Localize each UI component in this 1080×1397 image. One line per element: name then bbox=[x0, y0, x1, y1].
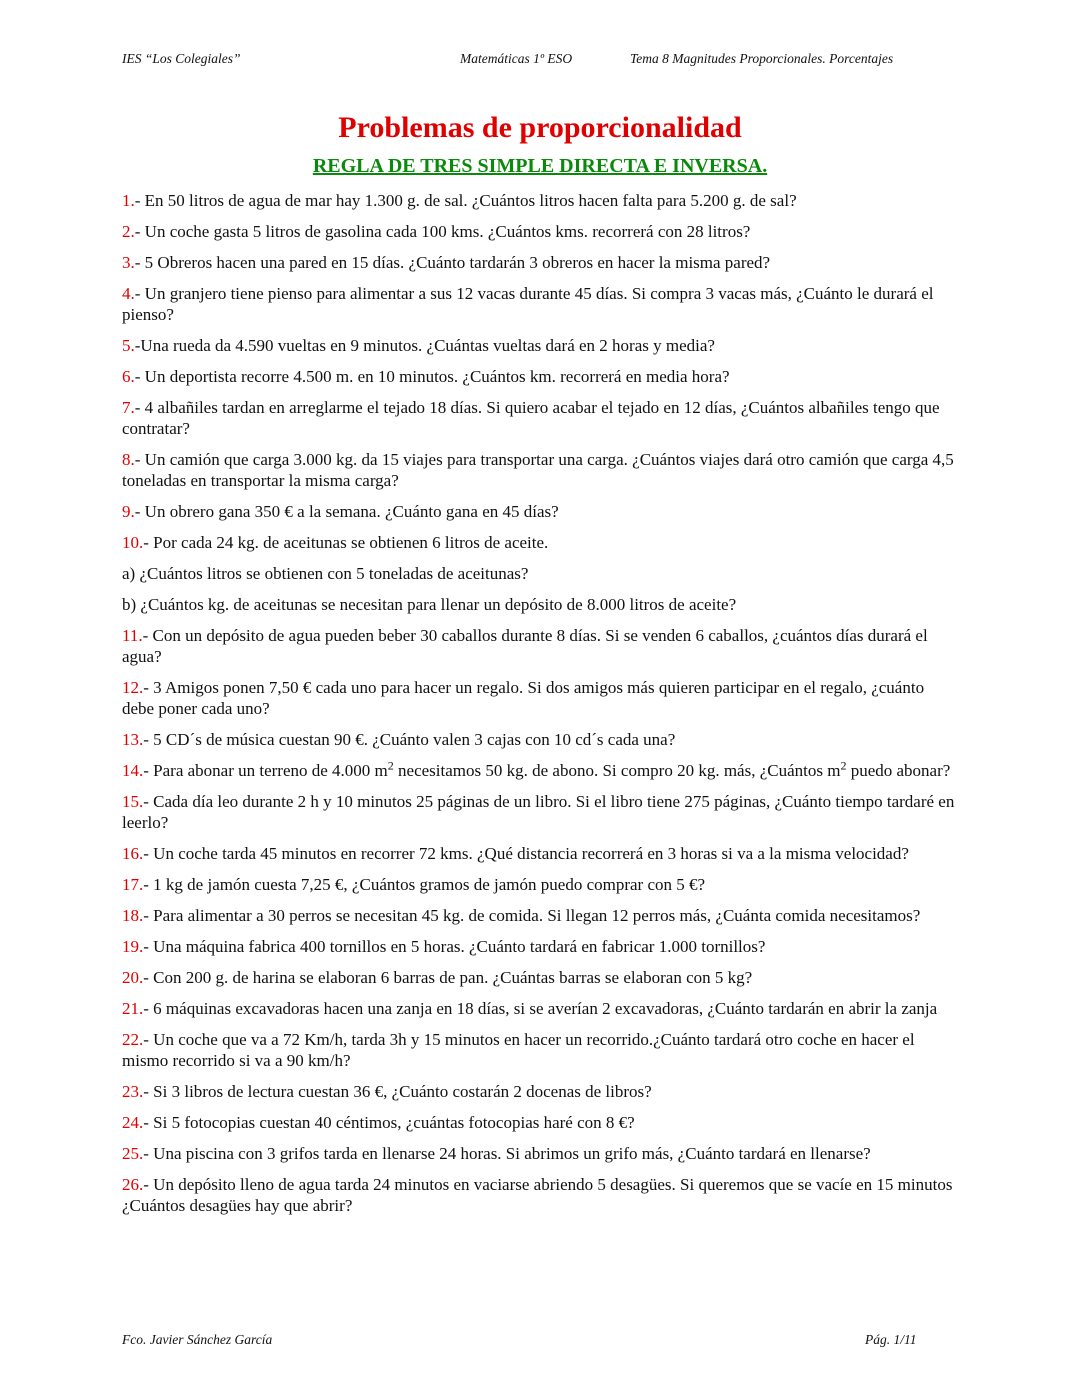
problem-item bbox=[122, 366, 960, 387]
problem-separator: - bbox=[143, 1144, 154, 1163]
problem-text: Un camión que carga 3.000 kg. da 15 viajes para transportar una carga. ¿Cuántos viajes dará otro camión que carga 4,5 toneladas en transportar la misma carga? bbox=[122, 450, 954, 490]
problem-text: puedo abonar? bbox=[846, 761, 951, 780]
problem-item bbox=[122, 760, 960, 781]
superscript: 2 bbox=[840, 758, 847, 773]
problem-item bbox=[122, 998, 960, 1019]
problem-text: Un obrero gana 350 € a la semana. ¿Cuánto gana en 45 días? bbox=[144, 502, 559, 521]
problem-number: 13. bbox=[122, 730, 144, 749]
problem-separator: - bbox=[143, 906, 154, 925]
problem-item bbox=[122, 1174, 960, 1216]
problem-number: 2. bbox=[122, 222, 135, 241]
problem-separator: - bbox=[143, 937, 154, 956]
problem-text: Un coche gasta 5 litros de gasolina cada 100 kms. ¿Cuántos kms. recorrerá con 28 litros? bbox=[144, 222, 751, 241]
problem-item bbox=[122, 501, 960, 522]
problem-number: 20. bbox=[122, 968, 144, 987]
problem-text: Un coche tarda 45 minutos en recorrer 72 kms. ¿Qué distancia recorrerá en 3 horas si va a la misma velocidad? bbox=[153, 844, 909, 863]
problem-text: Para abonar un terreno de 4.000 m bbox=[153, 761, 388, 780]
problem-item bbox=[122, 283, 960, 325]
problem-item bbox=[122, 936, 960, 957]
problem-number: 8. bbox=[122, 450, 135, 469]
problem-number: 21. bbox=[122, 999, 144, 1018]
problem-list bbox=[122, 190, 960, 1226]
problem-text: Un coche que va a 72 Km/h, tarda 3h y 15 minutos en hacer un recorrido.¿Cuánto tardará otro coche en hacer el mismo recorrido si va a 90 km/h? bbox=[122, 1030, 915, 1070]
problem-number: 18. bbox=[122, 906, 144, 925]
problem-text: b) ¿Cuántos kg. de aceitunas se necesitan para llenar un depósito de 8.000 litros de aceite? bbox=[122, 595, 737, 614]
problem-text: 6 máquinas excavadoras hacen una zanja en 18 días, si se averían 2 excavadoras, ¿Cuánto tardarán en abrir la zanja bbox=[153, 999, 938, 1018]
problem-item bbox=[122, 252, 960, 273]
problem-text: Si 3 libros de lectura cuestan 36 €, ¿Cuánto costarán 2 docenas de libros? bbox=[153, 1082, 652, 1101]
problem-separator: - bbox=[143, 533, 154, 552]
problem-text: Un deportista recorre 4.500 m. en 10 minutos. ¿Cuántos km. recorrerá en media hora? bbox=[144, 367, 730, 386]
problem-text: Para alimentar a 30 perros se necesitan 45 kg. de comida. Si llegan 12 perros más, ¿Cuánta comida necesitamos? bbox=[153, 906, 921, 925]
problem-separator: - bbox=[143, 678, 154, 697]
problem-number: 17. bbox=[122, 875, 144, 894]
problem-text: Una máquina fabrica 400 tornillos en 5 horas. ¿Cuánto tardará en fabricar 1.000 tornillos? bbox=[153, 937, 766, 956]
problem-number: 26. bbox=[122, 1175, 144, 1194]
problem-separator: - bbox=[143, 968, 154, 987]
problem-item bbox=[122, 905, 960, 926]
problem-number: 16. bbox=[122, 844, 144, 863]
problem-separator: - bbox=[134, 502, 145, 521]
problem-text: Cada día leo durante 2 h y 10 minutos 25 páginas de un libro. Si el libro tiene 275 páginas, ¿Cuánto tiempo tardaré en leerlo? bbox=[122, 792, 955, 832]
problem-number: 22. bbox=[122, 1030, 144, 1049]
problem-text: necesitamos 50 kg. de abono. Si compro 20 kg. más, ¿Cuántos m bbox=[393, 761, 841, 780]
footer-author: Fco. Javier Sánchez García bbox=[122, 1332, 273, 1347]
problem-text: Por cada 24 kg. de aceitunas se obtienen 6 litros de aceite. bbox=[153, 533, 549, 552]
problem-item bbox=[122, 1143, 960, 1164]
problem-item bbox=[122, 190, 960, 211]
problem-item bbox=[122, 677, 960, 719]
problem-number: 25. bbox=[122, 1144, 144, 1163]
problem-item bbox=[122, 967, 960, 988]
problem-number: 15. bbox=[122, 792, 144, 811]
problem-text: En 50 litros de agua de mar hay 1.300 g. de sal. ¿Cuántos litros hacen falta para 5.200 g. de sal? bbox=[144, 191, 797, 210]
header-course: Matemáticas 1º ESO bbox=[460, 51, 573, 66]
problem-separator: - bbox=[134, 191, 145, 210]
problem-text: 1 kg de jamón cuesta 7,25 €, ¿Cuántos gramos de jamón puedo comprar con 5 €? bbox=[153, 875, 706, 894]
superscript: 2 bbox=[387, 758, 394, 773]
problem-number: 9. bbox=[122, 502, 135, 521]
problem-number: 14. bbox=[122, 761, 144, 780]
problem-item bbox=[122, 221, 960, 242]
problem-separator: - bbox=[143, 1030, 154, 1049]
problem-number: 5. bbox=[122, 336, 135, 355]
problem-item bbox=[122, 594, 960, 615]
problem-text: 5 Obreros hacen una pared en 15 días. ¿Cuánto tardarán 3 obreros en hacer la misma pared? bbox=[144, 253, 771, 272]
footer-page-number: Pág. 1/11 bbox=[865, 1332, 917, 1347]
problem-number: 7. bbox=[122, 398, 135, 417]
problem-item bbox=[122, 625, 960, 667]
problem-separator: - bbox=[143, 1113, 154, 1132]
problem-text: 3 Amigos ponen 7,50 € cada uno para hacer un regalo. Si dos amigos más quieren participar en el regalo, ¿cuánto debe poner cada uno? bbox=[122, 678, 925, 718]
problem-separator: - bbox=[134, 284, 145, 303]
problem-item bbox=[122, 1081, 960, 1102]
problem-text: Con un depósito de agua pueden beber 30 caballos durante 8 días. Si se venden 6 caballos, ¿cuántos días durará el agua? bbox=[122, 626, 928, 666]
problem-item bbox=[122, 563, 960, 584]
problem-separator: - bbox=[134, 367, 145, 386]
problem-text: Una piscina con 3 grifos tarda en llenarse 24 horas. Si abrimos un grifo más, ¿Cuánto tardará en llenarse? bbox=[153, 1144, 871, 1163]
problem-separator: - bbox=[143, 844, 154, 863]
problem-separator: - bbox=[134, 450, 145, 469]
problem-number: 23. bbox=[122, 1082, 144, 1101]
problem-item bbox=[122, 335, 960, 356]
problem-text: 4 albañiles tardan en arreglarme el tejado 18 días. Si quiero acabar el tejado en 12 días, ¿Cuántos albañiles tengo que contratar? bbox=[122, 398, 940, 438]
problem-separator: - bbox=[143, 792, 154, 811]
header-school: IES “Los Colegiales” bbox=[122, 51, 241, 66]
problem-separator: - bbox=[143, 999, 154, 1018]
problem-text: Con 200 g. de harina se elaboran 6 barras de pan. ¿Cuántas barras se elaboran con 5 kg? bbox=[153, 968, 753, 987]
problem-text: Un granjero tiene pienso para alimentar a sus 12 vacas durante 45 días. Si compra 3 vacas más, ¿Cuánto le durará el pienso? bbox=[122, 284, 934, 324]
problem-number: 19. bbox=[122, 937, 144, 956]
problem-separator: - bbox=[143, 730, 154, 749]
problem-item bbox=[122, 449, 960, 491]
problem-separator: - bbox=[134, 253, 145, 272]
problem-number: 1. bbox=[122, 191, 135, 210]
problem-separator: - bbox=[134, 222, 145, 241]
problem-text: Una rueda da 4.590 vueltas en 9 minutos. ¿Cuántas vueltas dará en 2 horas y media? bbox=[140, 336, 715, 355]
problem-item bbox=[122, 729, 960, 750]
problem-item bbox=[122, 843, 960, 864]
problem-number: 12. bbox=[122, 678, 144, 697]
problem-number: 10. bbox=[122, 533, 144, 552]
page-title: Problemas de proporcionalidad bbox=[338, 111, 742, 144]
header-topic: Tema 8 Magnitudes Proporcionales. Porcentajes bbox=[630, 51, 894, 66]
problem-number: 4. bbox=[122, 284, 135, 303]
problem-item bbox=[122, 397, 960, 439]
problem-text: Si 5 fotocopias cuestan 40 céntimos, ¿cuántas fotocopias haré con 8 €? bbox=[153, 1113, 635, 1132]
problem-item bbox=[122, 1112, 960, 1133]
problem-number: 11. bbox=[122, 626, 143, 645]
problem-separator: - bbox=[143, 1175, 154, 1194]
problem-text: a) ¿Cuántos litros se obtienen con 5 toneladas de aceitunas? bbox=[122, 564, 529, 583]
page-subtitle: REGLA DE TRES SIMPLE DIRECTA E INVERSA. bbox=[312, 155, 768, 177]
problem-number: 3. bbox=[122, 253, 135, 272]
problem-separator: - bbox=[143, 761, 154, 780]
problem-item bbox=[122, 874, 960, 895]
problem-text: 5 CD´s de música cuestan 90 €. ¿Cuánto valen 3 cajas con 10 cd´s cada una? bbox=[153, 730, 676, 749]
problem-item bbox=[122, 791, 960, 833]
problem-separator: - bbox=[143, 875, 154, 894]
problem-number: 6. bbox=[122, 367, 135, 386]
problem-separator: - bbox=[143, 1082, 154, 1101]
problem-text: Un depósito lleno de agua tarda 24 minutos en vaciarse abriendo 5 desagües. Si queremos que se vacíe en 15 minutos ¿Cuántos desagües hay que abrir? bbox=[122, 1175, 953, 1215]
problem-separator: - bbox=[134, 336, 141, 355]
problem-separator: - bbox=[134, 398, 145, 417]
problem-number: 24. bbox=[122, 1113, 144, 1132]
problem-item bbox=[122, 1029, 960, 1071]
problem-item bbox=[122, 532, 960, 553]
problem-separator: - bbox=[142, 626, 153, 645]
